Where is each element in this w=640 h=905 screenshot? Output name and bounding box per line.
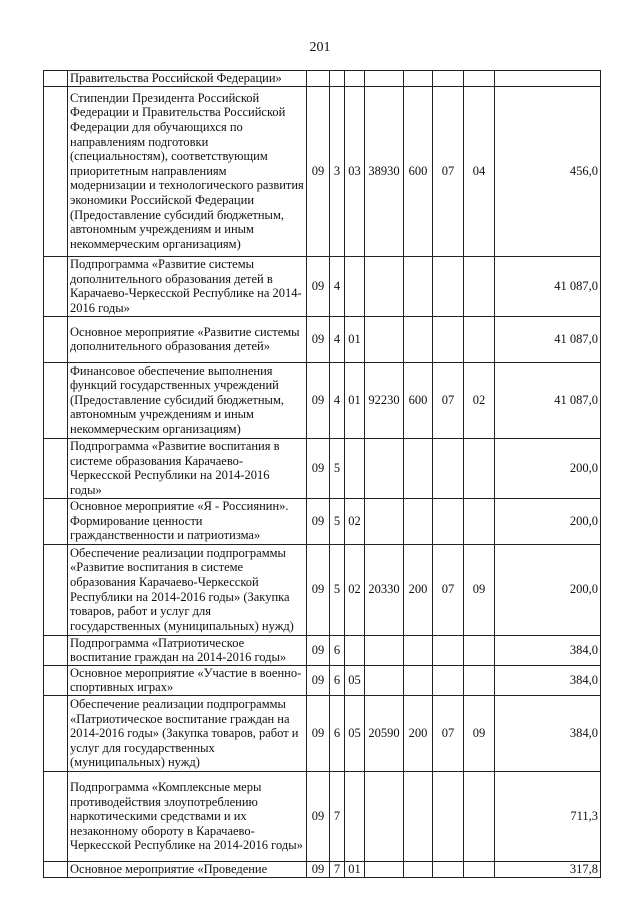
code-cell [464,635,495,665]
code-cell: 4 [330,256,345,316]
code-cell: 07 [433,86,464,256]
table-row [44,362,601,438]
item-name-cell: Подпрограмма «Патриотическое воспитание граждан на 2014-2016 годы» [68,635,307,665]
item-name-cell: Основное мероприятие «Я - Россиянин». Формирование ценности гражданственности и патриотизма» [68,498,307,544]
amount-cell: 384,0 [495,665,601,695]
code-cell [433,256,464,316]
code-cell: 09 [307,362,330,438]
code-cell [365,438,404,498]
code-cell: 02 [345,544,365,635]
item-name-cell: Правительства Российской Федерации» [68,71,307,87]
code-cell [464,438,495,498]
code-cell: 600 [404,86,433,256]
blank-cell [44,498,68,544]
item-name-cell: Основное мероприятие «Развитие системы дополнительного образования детей» [68,316,307,362]
table-row [44,695,601,771]
code-cell: 09 [464,544,495,635]
table-row [44,71,601,87]
code-cell [404,71,433,87]
code-cell: 5 [330,544,345,635]
code-cell: 09 [307,256,330,316]
code-cell: 6 [330,695,345,771]
amount-cell: 456,0 [495,86,601,256]
code-cell [464,256,495,316]
code-cell [464,861,495,877]
code-cell [433,861,464,877]
table-row [44,438,601,498]
blank-cell [44,771,68,861]
code-cell [365,771,404,861]
blank-cell [44,316,68,362]
code-cell: 600 [404,362,433,438]
blank-cell [44,665,68,695]
code-cell: 07 [433,544,464,635]
code-cell: 03 [345,86,365,256]
code-cell: 6 [330,665,345,695]
code-cell: 5 [330,438,345,498]
code-cell [433,71,464,87]
amount-cell: 41 087,0 [495,256,601,316]
code-cell: 07 [433,362,464,438]
amount-cell: 200,0 [495,498,601,544]
amount-cell: 384,0 [495,635,601,665]
code-cell [365,665,404,695]
table-row [44,861,601,877]
table-row [44,771,601,861]
code-cell: 09 [307,665,330,695]
code-cell: 04 [464,86,495,256]
code-cell [464,71,495,87]
code-cell [464,316,495,362]
code-cell: 09 [464,695,495,771]
code-cell [404,771,433,861]
amount-cell: 41 087,0 [495,316,601,362]
amount-cell: 200,0 [495,544,601,635]
code-cell: 01 [345,316,365,362]
amount-cell: 711,3 [495,771,601,861]
item-name-cell: Основное мероприятие «Проведение [68,861,307,877]
table-row [44,635,601,665]
code-cell: 09 [307,86,330,256]
item-name-cell: Основное мероприятие «Участие в военно-спортивных играх» [68,665,307,695]
code-cell: 20590 [365,695,404,771]
code-cell [433,665,464,695]
code-cell: 01 [345,861,365,877]
code-cell [365,256,404,316]
code-cell: 05 [345,665,365,695]
code-cell [365,316,404,362]
code-cell: 3 [330,86,345,256]
amount-cell [495,71,601,87]
code-cell [404,665,433,695]
table-row [44,316,601,362]
code-cell [404,861,433,877]
page-number: 201 [309,40,331,55]
code-cell: 09 [307,861,330,877]
code-cell [433,316,464,362]
code-cell: 01 [345,362,365,438]
code-cell: 38930 [365,86,404,256]
code-cell: 09 [307,498,330,544]
code-cell [433,438,464,498]
budget-table [43,70,601,878]
code-cell [365,861,404,877]
amount-cell: 200,0 [495,438,601,498]
code-cell [365,635,404,665]
code-cell: 4 [330,362,345,438]
item-name-cell: Подпрограмма «Комплексные меры противодействия злоупотреблению наркотическими средствами и их незаконному обороту в Карачаево-Черкесской Республике на 2014-2016 годы» [68,771,307,861]
code-cell: 5 [330,498,345,544]
item-name-cell: Подпрограмма «Развитие воспитания в системе образования Карачаево-Черкесской Республики на 2014-2016 годы» [68,438,307,498]
blank-cell [44,438,68,498]
code-cell: 09 [307,695,330,771]
code-cell: 02 [345,498,365,544]
item-name-cell: Обеспечение реализации подпрограммы «Патриотическое воспитание граждан на 2014-2016 годы» (Закупка товаров, работ и услуг для государственных (муниципальных) нужд) [68,695,307,771]
code-cell [345,71,365,87]
table-body [44,71,601,878]
code-cell [330,71,345,87]
table-row [44,498,601,544]
table-row [44,544,601,635]
code-cell: 09 [307,635,330,665]
code-cell [433,771,464,861]
code-cell: 4 [330,316,345,362]
code-cell: 05 [345,695,365,771]
blank-cell [44,256,68,316]
table-row [44,665,601,695]
item-name-cell: Стипендии Президента Российской Федерации и Правительства Российской Федерации для обучающихся по направлениям подготовки (специальностям), соответствующим приоритетным направлениям модернизации и технологического развития экономики Российской Федерации (Предоставление субсидий бюджетным, автономным учреждениям и иным некоммерческим организациям) [68,86,307,256]
code-cell [307,71,330,87]
code-cell [345,771,365,861]
code-cell [365,498,404,544]
table-row [44,256,601,316]
blank-cell [44,695,68,771]
code-cell [433,498,464,544]
code-cell: 7 [330,771,345,861]
amount-cell: 41 087,0 [495,362,601,438]
code-cell [404,316,433,362]
amount-cell: 317,8 [495,861,601,877]
code-cell [464,498,495,544]
blank-cell [44,71,68,87]
code-cell [345,438,365,498]
code-cell: 6 [330,635,345,665]
code-cell: 02 [464,362,495,438]
code-cell [345,635,365,665]
code-cell [404,438,433,498]
amount-cell: 384,0 [495,695,601,771]
blank-cell [44,861,68,877]
code-cell: 09 [307,771,330,861]
code-cell [404,635,433,665]
item-name-cell: Обеспечение реализации подпрограммы «Развитие воспитания в системе образования Карачаево-Черкесской Республики на 2014-2016 годы» (Закупка товаров, работ и услуг для государственных (муниципальных) нужд) [68,544,307,635]
code-cell: 7 [330,861,345,877]
blank-cell [44,544,68,635]
code-cell: 92230 [365,362,404,438]
code-cell: 09 [307,438,330,498]
blank-cell [44,635,68,665]
code-cell: 20330 [365,544,404,635]
item-name-cell: Подпрограмма «Развитие системы дополнительного образования детей в Карачаево-Черкесской Республике на 2014-2016 годы» [68,256,307,316]
code-cell [433,635,464,665]
blank-cell [44,362,68,438]
item-name-cell: Финансовое обеспечение выполнения функций государственных учреждений (Предоставление субсидий бюджетным, автономным учреждениям и иным некоммерческим организациям) [68,362,307,438]
code-cell [404,256,433,316]
code-cell [464,665,495,695]
code-cell [345,256,365,316]
code-cell: 09 [307,316,330,362]
blank-cell [44,86,68,256]
code-cell: 200 [404,695,433,771]
table-row [44,86,601,256]
code-cell [464,771,495,861]
code-cell [404,498,433,544]
code-cell [365,71,404,87]
code-cell: 09 [307,544,330,635]
code-cell: 200 [404,544,433,635]
code-cell: 07 [433,695,464,771]
